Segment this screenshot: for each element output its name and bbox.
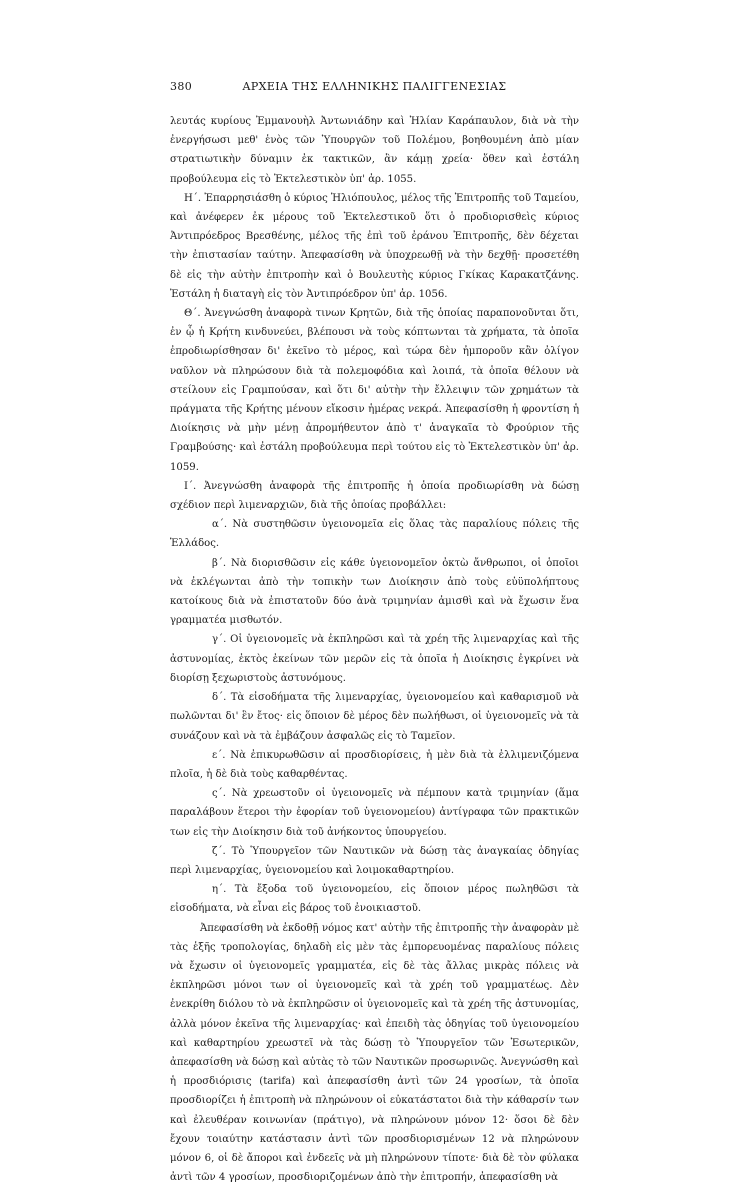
paragraph-continuation: λευτάς κυρίους Ἐμμανουὴλ Ἀντωνιάδην καὶ Ἠλίαν Καράπαυλον, διὰ νὰ τὴν ἐνεργήσωσι μεθ' ἑνὸς τῶν Ὑπουργῶν τοῦ Πολέμου, βοηθουμένη ἀπὸ μίαν στρατιωτικὴν δύναμιν ἐκ τακτικῶν, ἂν κάμῃ χρεία· ὅθεν καὶ ἐστάλη προβούλευμα εἰς τὸ Ἐκτελεστικὸν ὑπ' ἀρ. 1055.: [170, 116, 579, 185]
body-text: [170, 112, 579, 1187]
page-number: 380: [170, 80, 193, 93]
list-item-stigma: ς΄. Νὰ χρεωστοῦν οἱ ὑγειονομεῖς νὰ πέμπουν κατὰ τριμηνίαν (ἅμα παραλάβουν ἕτεροι τὴν ἐφορίαν τοῦ ὑγειονομείου) ἀντίγραφα τῶν πρακτικῶν των εἰς τὴν Διοίκησιν διὰ τοῦ ἀνήκοντος ὑπουργείου.: [170, 788, 579, 838]
page-header: [170, 80, 579, 96]
running-title: ΑΡΧΕΙΑ ΤΗΣ ΕΛΛΗΝΙΚΗΣ ΠΑΛΙΓΓΕΝΕΣΙΑΣ: [242, 80, 507, 93]
paragraph-theta: Θ΄. Ἀνεγνώσθη ἀναφορὰ τινων Κρητῶν, διὰ τῆς ὁποίας παραπονοῦνται ὅτι, ἐν ᾧ ἡ Κρήτη κινδυνεύει, βλέπουσι νὰ τοὺς κόπτωνται τὰ χρήματα, τὰ ὁποῖα ἐπροδιωρίσθησαν δι' ἐκεῖνο τὸ μέρος, καὶ τώρα δὲν ἠμποροῦν κἂν ὀλίγον ναῦλον νὰ πληρώσουν διὰ τὰ πολεμοφόδια καὶ λοιπά, τὰ ὁποῖα θέλουν νὰ στείλουν εἰς Γραμπούσαν, καὶ ὅτι δι' αὐτὴν τὴν ἔλλειψιν τῶν χρημάτων τὰ πράγματα τῆς Κρήτης μένουν εἴκοσιν ἡμέρας νεκρά. Ἀπεφασίσθη ἡ φροντίση ἡ Διοίκησις νὰ μὴν μένῃ ἀπρομήθευτον ἀπὸ τ' ἀναγκαῖα τὸ Φρούριον τῆς Γραμβούσης· καὶ ἐστάλη προβούλευμα περὶ τούτου εἰς τὸ Ἐκτελεστικὸν ὑπ' ἀρ. 1059.: [170, 308, 579, 473]
list-item-eta: η΄. Τὰ ἔξοδα τοῦ ὑγειονομείου, εἰς ὅποιον μέρος πωληθῶσι τὰ εἰσοδήματα, νὰ εἶναι εἰς βάρος τοῦ ἐνοικιαστοῦ.: [170, 884, 579, 915]
list-item-epsilon: ε΄. Νὰ ἐπικυρωθῶσιν αἱ προσδιορίσεις, ἡ μὲν διὰ τὰ ἐλλιμενιζόμενα πλοῖα, ἡ δὲ διὰ τοὺς καθαρθέντας.: [170, 749, 579, 780]
list-item-zeta: ζ΄. Τὸ Ὑπουργεῖον τῶν Ναυτικῶν νὰ δώσῃ τὰς ἀναγκαίας ὁδηγίας περὶ λιμεναρχίας, ὑγειονομείου καὶ λοιμοκαθαρτηρίου.: [170, 845, 579, 876]
list-item-delta: δ΄. Τὰ εἰσοδήματα τῆς λιμεναρχίας, ὑγειονομείου καὶ καθαρισμοῦ νὰ πωλῶνται δι' ἓν ἔτος· εἰς ὅποιον δὲ μέρος δὲν πωλήθωσι, οἱ ὑγειονομεῖς νὰ τὰ συνάζουν καὶ νὰ τὰ ἐμβάζουν ἀσφαλῶς εἰς τὸ Ταμεῖον.: [170, 692, 579, 742]
paragraph-iota: Ι΄. Ἀνεγνώσθη ἀναφορὰ τῆς ἐπιτροπῆς ἡ ὁποία προδιωρίσθη νὰ δώσῃ σχέδιον περὶ λιμεναρχιῶν, διὰ τῆς ὁποίας προβάλλει:: [170, 480, 579, 512]
paragraph-eta: Η΄. Ἐπαρρησιάσθη ὁ κύριος Ἡλιόπουλος, μέλος τῆς Ἐπιτροπῆς τοῦ Ταμείου, καὶ ἀνέφερεν ἐκ μέρους τοῦ Ἐκτελεστικοῦ ὅτι ὁ προδιορισθεὶς κύριος Ἀντιπρόεδρος Βρεσθένης, μέλος τῆς ἐπὶ τοῦ ἐράνου Ἐπιτροπῆς, δὲν δέχεται τὴν ἐπιστασίαν ταύτην. Ἀπεφασίσθη νὰ ὑποχρεωθῇ νὰ τὴν δεχθῇ· προσετέθη δὲ εἰς τὴν αὐτὴν ἐπιτροπὴν καὶ ὁ Βουλευτὴς κύριος Γκίκας Καρακατζάνης. Ἐστάλη ἡ διαταγὴ εἰς τὸν Ἀντιπρόεδρον ὑπ' ἀρ. 1056.: [170, 192, 579, 300]
list-item-gamma: γ΄. Οἱ ὑγειονομεῖς νὰ ἐκπληρῶσι καὶ τὰ χρέη τῆς λιμεναρχίας καὶ τῆς ἀστυνομίας, ἐκτὸς ἐκείνων τῶν μερῶν εἰς τὰ ὁποῖα ἡ Διοίκησις ἐγκρίνει νὰ διορίσῃ ξεχωριστοὺς ἀστυνόμους.: [170, 634, 579, 684]
list-item-beta: β΄. Νὰ διορισθῶσιν εἰς κάθε ὑγειονομεῖον ὀκτὼ ἄνθρωποι, οἱ ὁποῖοι νὰ ἐκλέγωνται ἀπὸ τὴν τοπικὴν των Διοίκησιν ἀπὸ τοὺς εὐϋπολήπτους κατοίκους διὰ νὰ ἐπιστατοῦν δύο ἀνὰ τριμηνίαν ἀμισθὶ καὶ νὰ ἔχωσιν ἕνα γραμματέα μισθωτόν.: [170, 557, 579, 627]
closing-paragraph: Ἀπεφασίσθη νὰ ἐκδοθῇ νόμος κατ' αὐτὴν τῆς ἐπιτροπῆς τὴν ἀναφορὰν μὲ τὰς ἑξῆς τροπολογίας, δηλαδὴ εἰς μὲν τὰς ἐμπορευομένας παραλίους πόλεις νὰ ἔχωσιν οἱ ὑγειονομεῖς γραμματέα, εἰς δὲ τὰς ἄλλας μικρὰς πόλεις νὰ ἐκπληρῶσι μόνοι των οἱ ὑγειονομεῖς καὶ τὰ χρέη τοῦ γραμματέως. Δὲν ἐνεκρίθη διόλου τὸ νὰ ἐκπληρῶσιν οἱ ὑγειονομεῖς καὶ τὰ χρέη τῆς ἀστυνομίας, ἀλλὰ μόνον ἐκεῖνα τῆς λιμεναρχίας· καὶ ἐπειδὴ τὰς ὁδηγίας τοῦ ὑγειονομείου καὶ καθαρτηρίου χρεωστεῖ νὰ τὰς δώσῃ τὸ Ὑπουργεῖον τῶν Ἐσωτερικῶν, ἀπεφασίσθη νὰ δώσῃ καὶ αὐτὰς τὸ τῶν Ναυτικῶν προσωρινῶς. Ἀνεγνώσθη καὶ ἡ προσδιόρισις (tarifa) καὶ ἀπεφασίσθη ἀντὶ τῶν 24 γροσίων, τὰ ὁποῖα προσδιορίζει ἡ ἐπιτροπὴ νὰ πληρώνουν οἱ εὐκατάστατοι διὰ τὴν κάθαρσίν των καὶ ἐλευθέραν κοινωνίαν (πράτιγο), νὰ πληρώνουν μόνον 12· ὅσοι δὲ δὲν ἔχουν τοιαύτην κατάστασιν ἀντὶ τῶν προσδιορισμένων 12 νὰ πληρώνουν μόνον 6, οἱ δὲ ἄποροι καὶ ἐνδεεῖς νὰ μὴ πληρώνουν τίποτε· διὰ δὲ τὸν φύλακα ἀντὶ τῶν 4 γροσίων, προσδιοριζομένων ἀπὸ τὴν ἐπιτροπήν, ἀπεφασίσθη νὰ: [170, 922, 579, 1184]
list-item-alpha: α΄. Νὰ συστηθῶσιν ὑγειονομεῖα εἰς ὅλας τὰς παραλίους πόλεις τῆς Ἑλλάδος.: [170, 519, 579, 550]
